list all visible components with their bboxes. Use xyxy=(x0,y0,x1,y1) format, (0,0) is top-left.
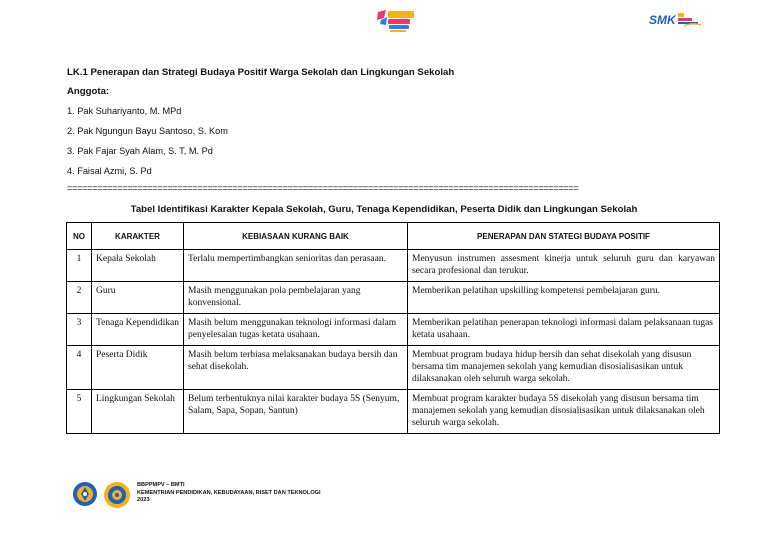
table-row xyxy=(67,282,720,314)
cell-no: 5 xyxy=(67,390,92,434)
cell-kebiasaan: Masih belum terbiasa melaksanakan budaya bersih dan sehat disekolah. xyxy=(184,346,408,390)
table-row xyxy=(67,390,720,434)
cell-no: 4 xyxy=(67,346,92,390)
document-title: LK.1 Penerapan dan Strategi Budaya Positif Warga Sekolah dan Lingkungan Sekolah xyxy=(67,67,455,78)
cell-kebiasaan: Masih menggunakan pola pembelajaran yang konvensional. xyxy=(184,282,408,314)
cell-no: 1 xyxy=(67,250,92,282)
header-no: NO xyxy=(67,223,92,250)
members-label: Anggota: xyxy=(67,86,110,97)
table-row xyxy=(67,346,720,390)
merdeka-belajar-logo xyxy=(372,8,418,34)
smk-bisa-hebat-logo xyxy=(648,9,702,31)
cell-kebiasaan: Belum terbentuknya nilai karakter budaya 5S (Senyum, Salam, Sapa, Sopan, Santun) xyxy=(184,390,408,434)
cell-karakter: Guru xyxy=(92,282,184,314)
footer-line: BBPPMPV – BMTI xyxy=(137,482,185,488)
table-row xyxy=(67,250,720,282)
cell-kebiasaan: Terlalu mempertimbangkan senioritas dan perasaan. xyxy=(184,250,408,282)
character-table xyxy=(66,222,720,434)
cell-karakter: Tenaga Kependidikan xyxy=(92,314,184,346)
cell-karakter: Kepala Sekolah xyxy=(92,250,184,282)
cell-penerapan: Memberikan pelatihan upskilling kompetensi pembelajaran guru. xyxy=(408,282,720,314)
cell-karakter: Lingkungan Sekolah xyxy=(92,390,184,434)
header-kebiasaan: KEBIASAAN KURANG BAIK xyxy=(184,223,408,250)
cell-no: 2 xyxy=(67,282,92,314)
section-divider: ====================================================================================================== xyxy=(67,183,579,193)
cell-penerapan: Menyusun instrumen assesment kinerja untuk seluruh guru dan karyawan secara profesional dan terukur. xyxy=(408,250,720,282)
member-item: 2. Pak Ngungun Bayu Santoso, S. Kom xyxy=(67,126,228,136)
table-header-row xyxy=(67,223,720,250)
cell-no: 3 xyxy=(67,314,92,346)
svg-text:SMK: SMK xyxy=(649,13,676,27)
cell-karakter: Peserta Didik xyxy=(92,346,184,390)
footer-line: KEMENTRIAN PENDIDIKAN, KEBUDAYAAN, RISET DAN TEKNOLOGI xyxy=(137,489,321,496)
footer-institution xyxy=(137,482,321,505)
footer-line: 2023 xyxy=(137,497,150,503)
cell-penerapan: Membuat program karakter budaya 5S disekolah yang disusun bersama tim manajemen sekolah yang kemudian disosialisasikan untuk dilaksanakan oleh seluruh warga sekolah. xyxy=(408,390,720,434)
header-karakter: KARAKTER xyxy=(92,223,184,250)
cell-penerapan: Memberikan pelatihan penerapan teknologi informasi dalam pelaksanaan tugas ketata usahaan. xyxy=(408,314,720,346)
footer-logos xyxy=(72,481,132,509)
header-penerapan: PENERAPAN DAN STATEGI BUDAYA POSITIF xyxy=(408,223,720,250)
table-title: Tabel Identifikasi Karakter Kepala Sekolah, Guru, Tenaga Kependidikan, Peserta Didik dan Lingkungan Sekolah xyxy=(130,204,638,215)
table-row xyxy=(67,314,720,346)
member-item: 4. Faisal Azmi, S. Pd xyxy=(67,166,152,176)
tut-wuri-handayani-logo xyxy=(72,481,98,507)
member-item: 1. Pak Suhariyanto, M. MPd xyxy=(67,106,182,116)
bbppmpv-bmti-logo xyxy=(102,481,132,509)
member-item: 3. Pak Fajar Syah Alam, S. T, M. Pd xyxy=(67,146,213,156)
cell-kebiasaan: Masih belum menggunakan teknologi informasi dalam penyelesaian tugas ketata usahaan. xyxy=(184,314,408,346)
cell-penerapan: Membuat program budaya hidup bersih dan sehat disekolah yang disusun bersama tim manajemen sekolah yang kemudian disosialisasikan untuk dilaksanakan oleh seluruh warga sekolah. xyxy=(408,346,720,390)
